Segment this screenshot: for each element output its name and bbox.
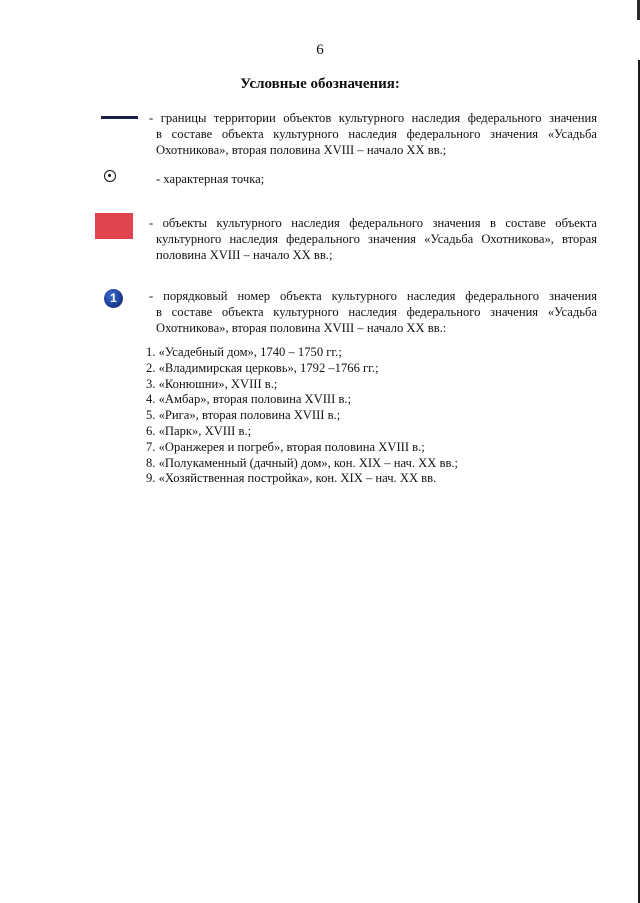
object-fill-icon xyxy=(95,213,133,239)
list-item: 7. «Оранжерея и погреб», вторая половина XVIII в.; xyxy=(146,439,425,454)
legend-text-line: - характерная точка; xyxy=(156,172,265,186)
legend-text-line: культурного наследия федерального значения «Усадьба Охотникова», вторая xyxy=(156,232,597,247)
legend-item-boundary xyxy=(149,110,597,159)
legend-text-line: - порядковый номер объекта культурного наследия федерального значения xyxy=(149,289,597,303)
object-list xyxy=(146,345,458,487)
legend-item-objects xyxy=(149,215,597,264)
list-item: 5. «Рига», вторая половина XVIII в.; xyxy=(146,408,341,423)
page-number: 6 xyxy=(316,42,324,58)
list-item: 3. «Конюшни», XVIII в.; xyxy=(146,376,278,391)
legend-text-line: Охотникова», вторая половина XVIII – начало XX вв.: xyxy=(156,321,447,336)
boundary-line-icon xyxy=(101,116,138,119)
list-item: 2. «Владимирская церковь», 1792 –1766 гг.; xyxy=(146,360,379,375)
characteristic-point-icon xyxy=(104,170,116,182)
number-marker-icon: 1 xyxy=(104,289,123,308)
legend-item-number xyxy=(149,288,597,337)
list-item: 9. «Хозяйственная постройка», кон. XIX – нач. XX вв. xyxy=(146,471,437,486)
list-item: 8. «Полукаменный (дачный) дом», кон. XIX – нач. XX вв.; xyxy=(146,455,459,470)
legend-text-line: - границы территории объектов культурного наследия федерального значения xyxy=(149,111,597,125)
legend-text-line: в составе объекта культурного наследия федерального значения «Усадьба xyxy=(156,127,597,142)
legend-text-line: - объекты культурного наследия федерального значения в составе объекта xyxy=(149,216,597,230)
legend-item-point xyxy=(149,171,597,187)
legend-text-line: Охотникова», вторая половина XVIII – начало XX вв.; xyxy=(156,143,447,158)
list-item: 1. «Усадебный дом», 1740 – 1750 гг.; xyxy=(146,345,342,359)
legend-text-line: в составе объекта культурного наследия федерального значения «Усадьба xyxy=(156,305,597,320)
list-item: 4. «Амбар», вторая половина XVIII в.; xyxy=(146,392,352,407)
list-item: 6. «Парк», XVIII в.; xyxy=(146,423,252,438)
legend-heading: Условные обозначения: xyxy=(240,76,400,92)
legend-text-line: половина XVIII – начало XX вв.; xyxy=(156,248,333,263)
